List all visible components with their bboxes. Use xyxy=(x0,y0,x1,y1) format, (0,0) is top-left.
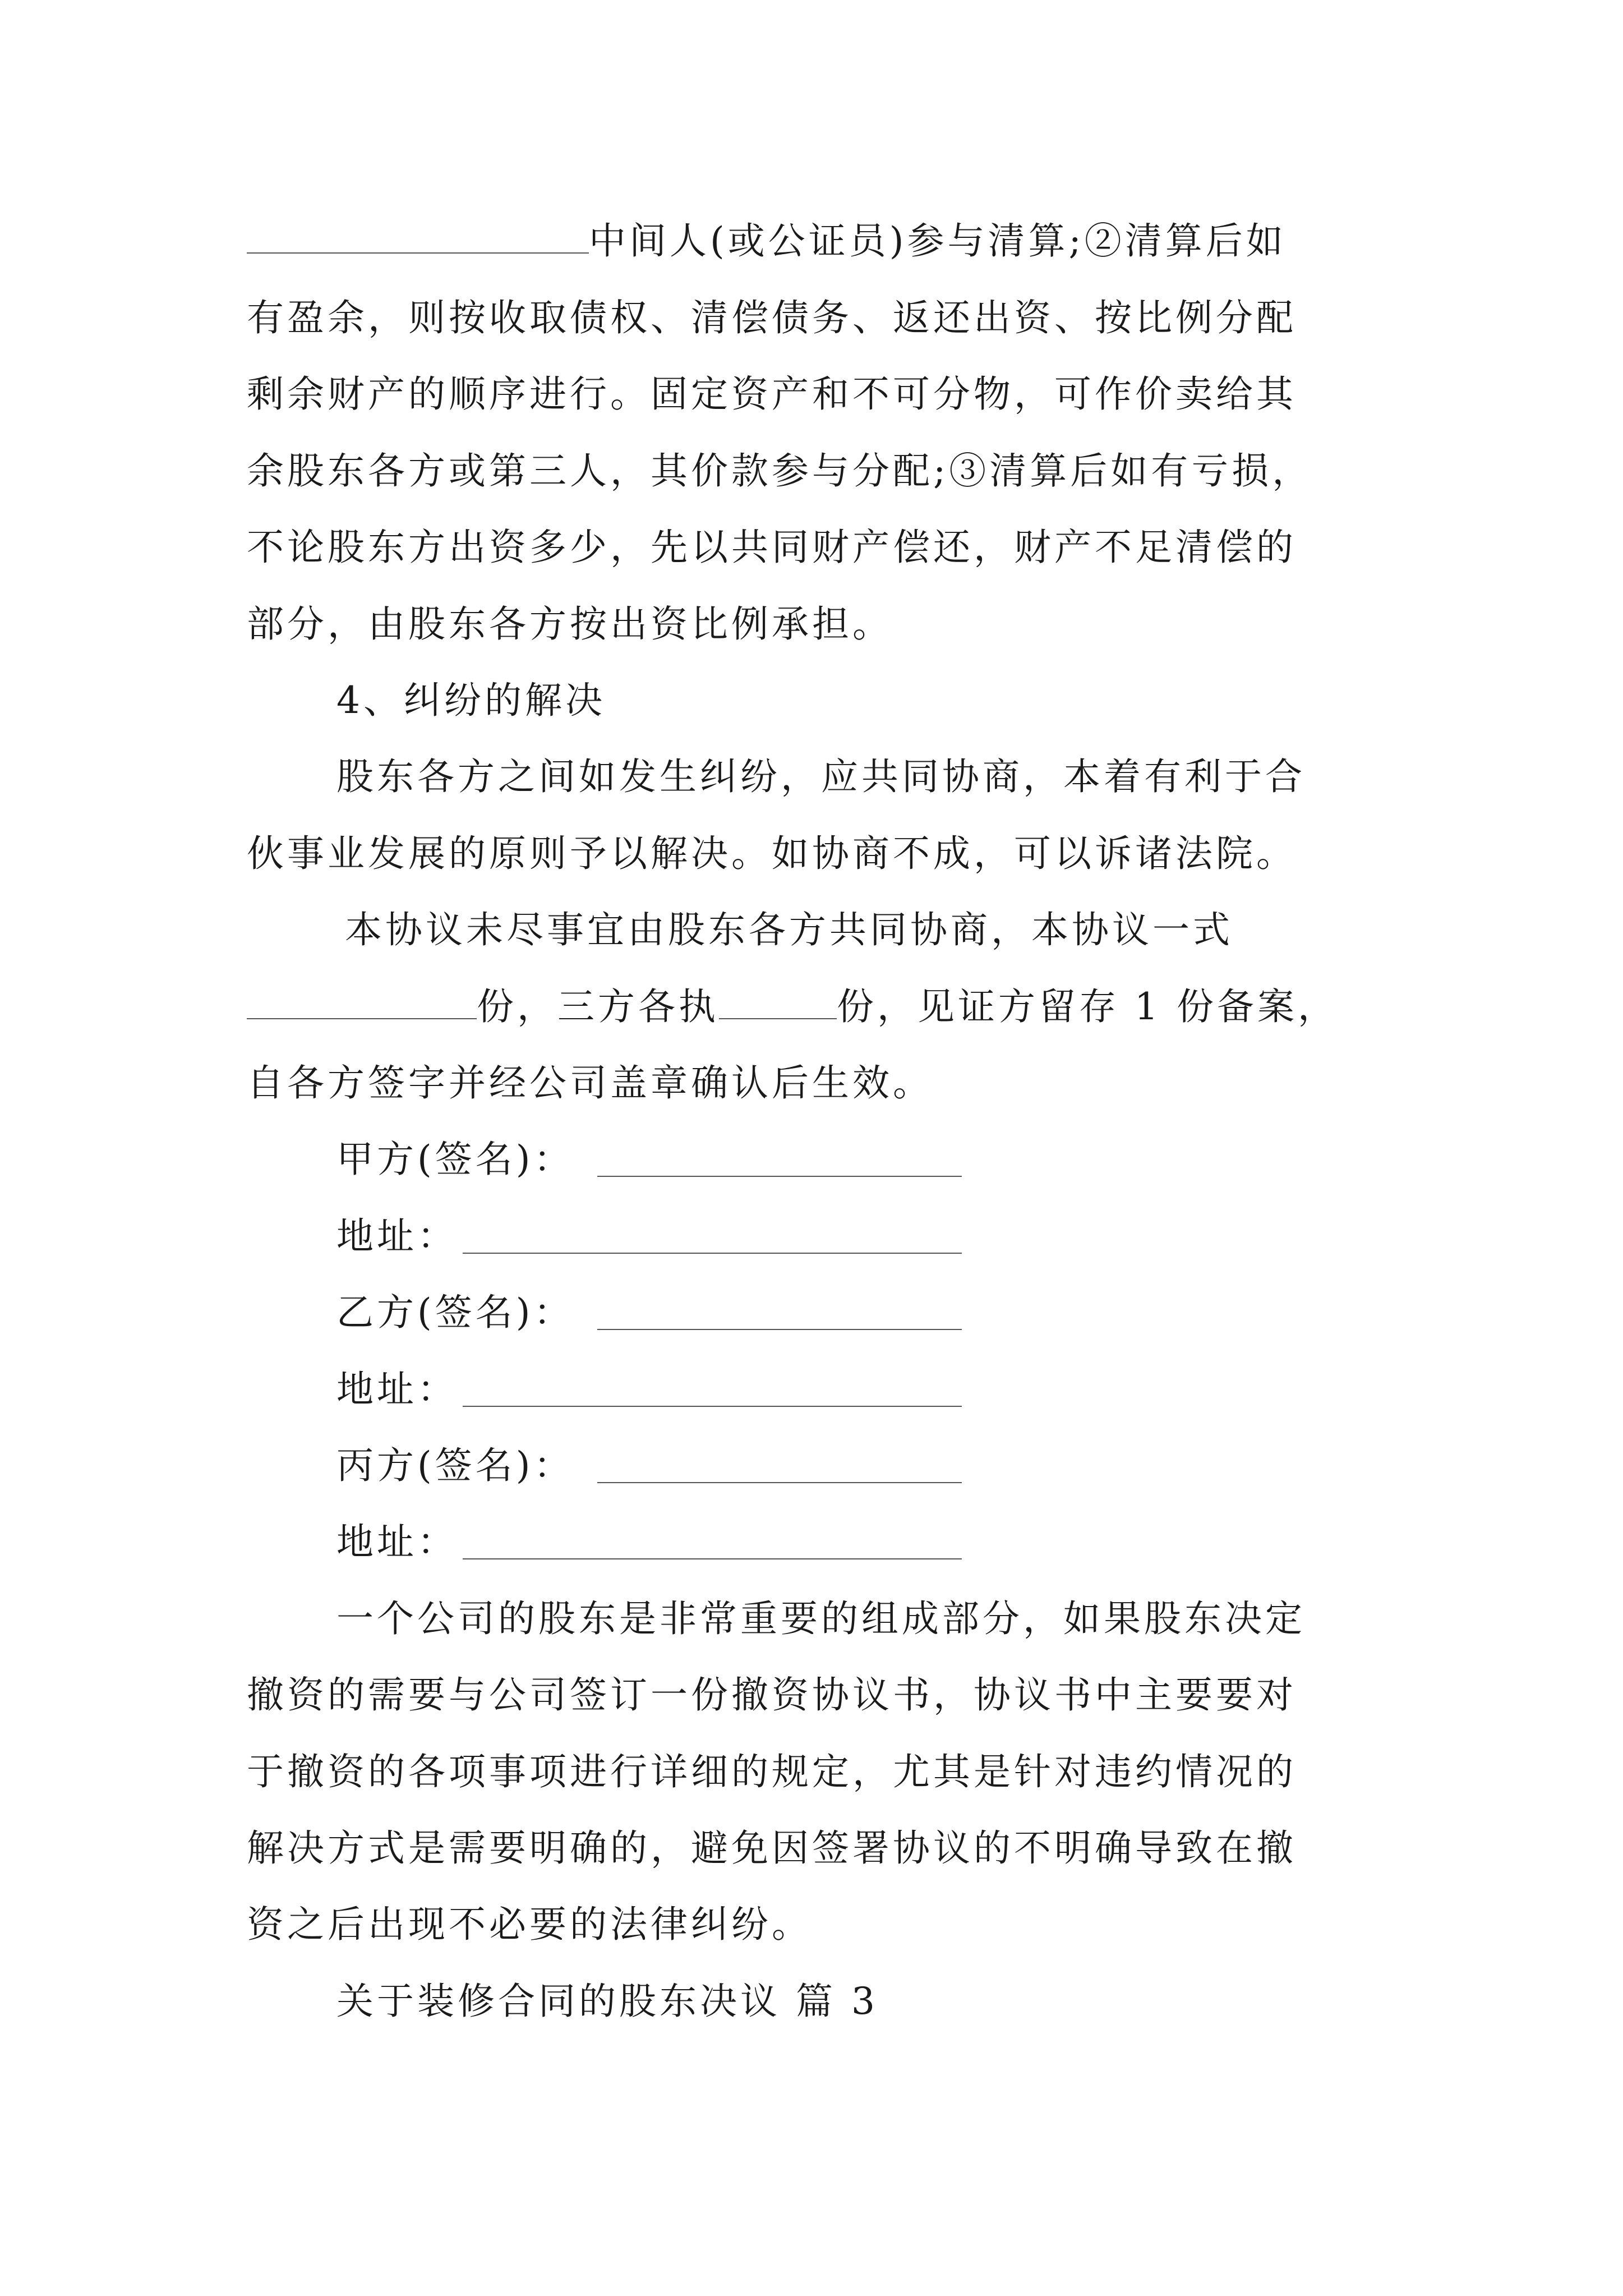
paragraph-line: 于撤资的各项事项进行详细的规定，尤其是针对违约情况的 xyxy=(247,1750,1297,1793)
section-heading: 4、纠纷的解决 xyxy=(336,679,606,722)
paragraph-line: 自各方签字并经公司盖章确认后生效。 xyxy=(247,1061,933,1105)
paragraph-line: 撤资的需要与公司签订一份撤资协议书，协议书中主要要对 xyxy=(247,1673,1297,1717)
address-field-party-c[interactable] xyxy=(463,1558,962,1559)
address-field-party-b[interactable] xyxy=(463,1406,962,1407)
paragraph-line xyxy=(247,982,1338,1032)
text: 中间人(或公证员)参与清算;②清算后如 xyxy=(589,219,1287,263)
paragraph-line: 股东各方之间如发生纠纷，应共同协商，本着有利于合 xyxy=(336,755,1306,798)
paragraph-line: 剩余财产的顺序进行。固定资产和不可分物，可作价卖给其 xyxy=(247,372,1297,416)
address-label-party-b: 地址： xyxy=(336,1368,458,1411)
paragraph-line: 不论股东方出资多少，先以共同财产偿还，财产不足清偿的 xyxy=(247,526,1297,569)
paragraph-line: 资之后出现不必要的法律纠纷。 xyxy=(247,1903,812,1946)
signature-field-party-c[interactable] xyxy=(597,1482,962,1483)
signature-field-party-a[interactable] xyxy=(597,1176,962,1177)
paragraph-line xyxy=(247,216,1287,266)
paragraph-line: 本协议未尽事宜由股东各方共同协商，本协议一式 xyxy=(345,908,1233,951)
signature-label-party-a: 甲方(签名)： xyxy=(336,1138,574,1181)
paragraph-line: 余股东各方或第三人，其价款参与分配;③清算后如有亏损， xyxy=(247,449,1313,493)
section-title: 关于装修合同的股东决议 篇 3 xyxy=(336,1980,878,2023)
address-label-party-c: 地址： xyxy=(336,1520,458,1563)
text: 份，三方各执 xyxy=(477,985,719,1028)
signature-label-party-b: 乙方(签名)： xyxy=(336,1291,574,1334)
signature-field-party-b[interactable] xyxy=(597,1329,962,1330)
blank-field[interactable] xyxy=(719,984,837,1019)
paragraph-line: 部分，由股东各方按出资比例承担。 xyxy=(247,602,893,646)
address-field-party-a[interactable] xyxy=(463,1253,962,1254)
blank-field[interactable] xyxy=(247,984,477,1019)
signature-label-party-c: 丙方(签名)： xyxy=(336,1444,574,1487)
paragraph-line: 解决方式是需要明确的，避免因签署协议的不明确导致在撤 xyxy=(247,1826,1297,1870)
text: 份，见证方留存 1 份备案， xyxy=(837,985,1338,1028)
blank-field[interactable] xyxy=(247,219,589,254)
paragraph-line: 伙事业发展的原则予以解决。如协商不成，可以诉诸法院。 xyxy=(247,832,1297,875)
paragraph-line: 有盈余，则按收取债权、清偿债务、返还出资、按比例分配 xyxy=(247,296,1297,339)
address-label-party-a: 地址： xyxy=(336,1214,458,1258)
paragraph-line: 一个公司的股东是非常重要的组成部分，如果股东决定 xyxy=(336,1597,1306,1640)
